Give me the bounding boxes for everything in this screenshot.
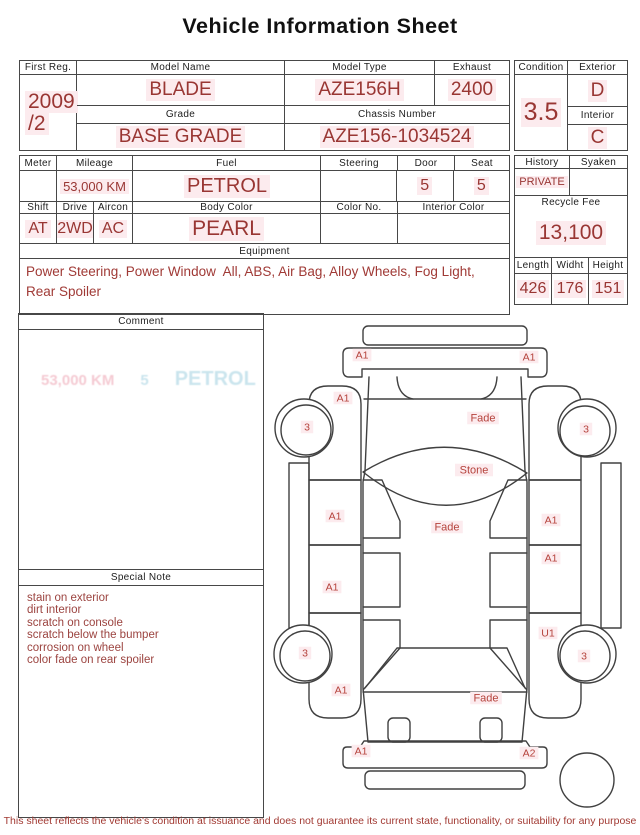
special-note-item: dirt interior — [27, 604, 82, 617]
spec-table — [19, 155, 510, 315]
first-reg-value — [20, 75, 76, 150]
interior-color-label: Interior Color — [422, 202, 485, 213]
spare-wheel — [560, 753, 614, 807]
first-reg-year: 2009 — [25, 91, 78, 113]
width-label: Widht — [552, 258, 589, 273]
body-color-value: PEARL — [133, 214, 321, 243]
condition-table — [514, 60, 628, 151]
meter-value — [20, 171, 57, 201]
ghost-text: 53,000 KM — [41, 372, 115, 389]
condition-column — [515, 61, 568, 150]
windshield — [363, 447, 527, 505]
special-note-item: corrosion on wheel — [27, 641, 124, 654]
grade-value: BASE GRADE — [77, 124, 285, 150]
syaken-value — [570, 169, 627, 195]
seat-value: 5 — [454, 171, 509, 201]
diagram-label: 3 — [302, 647, 308, 660]
hood-arc-right — [481, 377, 497, 399]
mileage-value: 53,000 KM — [57, 171, 133, 201]
window-cutout — [363, 620, 400, 690]
body-color-label: Body Color — [133, 202, 321, 213]
fuel-value: PETROL — [133, 171, 321, 201]
diagram-label: Stone — [459, 464, 489, 477]
info-table — [19, 60, 510, 151]
condition-label: Condition — [515, 61, 567, 75]
condition-value: 3.5 — [515, 75, 567, 150]
page-title: Vehicle Information Sheet — [182, 14, 458, 38]
diagram-label: U1 — [541, 627, 555, 640]
mileage-label: Mileage — [57, 156, 133, 170]
door-label: Door — [398, 156, 455, 170]
diagram-label: A1 — [522, 351, 536, 364]
steering-label: Steering — [321, 156, 398, 170]
rear-lower-bar — [365, 771, 525, 789]
history-value: PRIVATE — [515, 169, 570, 195]
diagram-label: A1 — [354, 745, 368, 758]
diagram-label: A2 — [522, 747, 536, 760]
model-type-value: AZE156H — [285, 75, 435, 105]
special-note-item: scratch on console — [27, 616, 123, 629]
chassis-number-label: Chassis Number — [357, 108, 437, 120]
color-no-label: Color No. — [321, 202, 398, 213]
drive-value: 2WD — [57, 214, 94, 243]
window-cutout — [363, 553, 400, 607]
disclaimer: This sheet reflects the vehicle's condition at issuance and does not guarantee its current state, functionality, or suitability for any purpose — [3, 815, 637, 827]
car-body-outline — [363, 377, 527, 742]
fuel-label: Fuel — [133, 156, 321, 170]
model-type-label: Model Type — [285, 61, 435, 74]
special-note-body — [19, 586, 263, 817]
history-fee-table — [514, 155, 628, 305]
exterior-value: D — [568, 75, 627, 107]
sill-right — [601, 463, 621, 628]
width-value: 176 — [552, 274, 589, 304]
window-cutout — [363, 480, 400, 538]
exterior-label: Exterior — [568, 61, 627, 75]
door-value: 5 — [397, 171, 454, 201]
meter-label: Meter — [20, 156, 57, 170]
hood-arc-left — [397, 377, 413, 399]
tail-light-right — [480, 718, 502, 742]
recycle-fee-label: Recycle Fee — [541, 197, 601, 208]
seat-label: Seat — [471, 157, 493, 169]
shift-label: Shift — [20, 202, 57, 213]
equipment-label: Equipment — [20, 244, 509, 259]
car-damage-diagram — [270, 310, 640, 818]
diagram-label: A1 — [544, 552, 558, 565]
ghost-text: PETROL — [174, 368, 256, 390]
rear-bumper — [343, 741, 547, 768]
special-note-item: stain on exterior — [27, 592, 109, 604]
diagram-labels — [299, 349, 592, 760]
exhaust-value: 2400 — [435, 75, 509, 105]
height-value: 151 — [589, 274, 627, 304]
front-grille-bar — [363, 326, 527, 345]
info-table-main — [77, 61, 509, 150]
exhaust-label: Exhaust — [452, 61, 492, 73]
first-reg-label: First Reg. — [20, 61, 76, 75]
ghost-text: 5 — [140, 372, 149, 389]
door-front-right — [529, 480, 581, 545]
sill-left — [289, 463, 309, 628]
diagram-label: A1 — [544, 514, 558, 527]
interior-value: C — [568, 125, 627, 150]
diagram-label: Fade — [434, 521, 460, 534]
special-note-item: color fade on rear spoiler — [27, 654, 155, 667]
aircon-value: AC — [94, 214, 133, 243]
first-reg-column — [20, 61, 77, 150]
diagram-label: 3 — [581, 650, 587, 663]
special-note-item: scratch below the bumper — [27, 629, 159, 642]
length-value: 426 — [515, 274, 552, 304]
comment-body — [19, 330, 263, 569]
bleed-through-ghost — [41, 368, 256, 391]
window-cutout — [490, 480, 527, 538]
diagram-label: Fade — [473, 692, 499, 705]
shift-value: AT — [20, 214, 57, 243]
interior-color-value — [398, 214, 509, 243]
diagram-label: A1 — [328, 510, 342, 523]
grade-label: Grade — [77, 106, 285, 123]
rear-window — [365, 648, 525, 688]
special-note-label: Special Note — [19, 569, 263, 586]
comment-label: Comment — [19, 314, 263, 330]
recycle-fee-value: 13,100 — [515, 209, 627, 258]
exterior-interior-column — [568, 61, 627, 150]
model-name-label: Model Name — [77, 61, 285, 74]
diagram-label: 3 — [583, 423, 589, 436]
diagram-label: A1 — [336, 392, 350, 405]
drive-label: Drive — [57, 202, 94, 213]
diagram-label: A1 — [334, 684, 348, 697]
comment-panel — [18, 313, 264, 818]
diagram-label: 3 — [304, 421, 310, 434]
tail-light-left — [388, 718, 410, 742]
syaken-label: Syaken — [580, 156, 617, 168]
length-label: Length — [515, 258, 552, 273]
color-no-value — [321, 214, 398, 243]
diagram-label: Fade — [470, 412, 496, 425]
interior-label: Interior — [568, 107, 627, 125]
height-label: Height — [592, 260, 624, 271]
equipment-value: Power Steering, Power Window All, ABS, Air Bag, Alloy Wheels, Fog Light, Rear Spoiler — [26, 264, 479, 299]
window-cutout — [490, 553, 527, 607]
front-bumper — [343, 348, 547, 377]
aircon-label: Aircon — [94, 202, 133, 213]
first-reg-month: /2 — [25, 113, 49, 135]
history-label: History — [515, 156, 570, 168]
door-rear-left — [309, 545, 361, 613]
model-name-value: BLADE — [77, 75, 285, 105]
steering-value — [320, 171, 397, 201]
diagram-label: A1 — [355, 349, 369, 362]
chassis-number-value: AZE156-1034524 — [285, 124, 509, 150]
diagram-label: A1 — [325, 581, 339, 594]
